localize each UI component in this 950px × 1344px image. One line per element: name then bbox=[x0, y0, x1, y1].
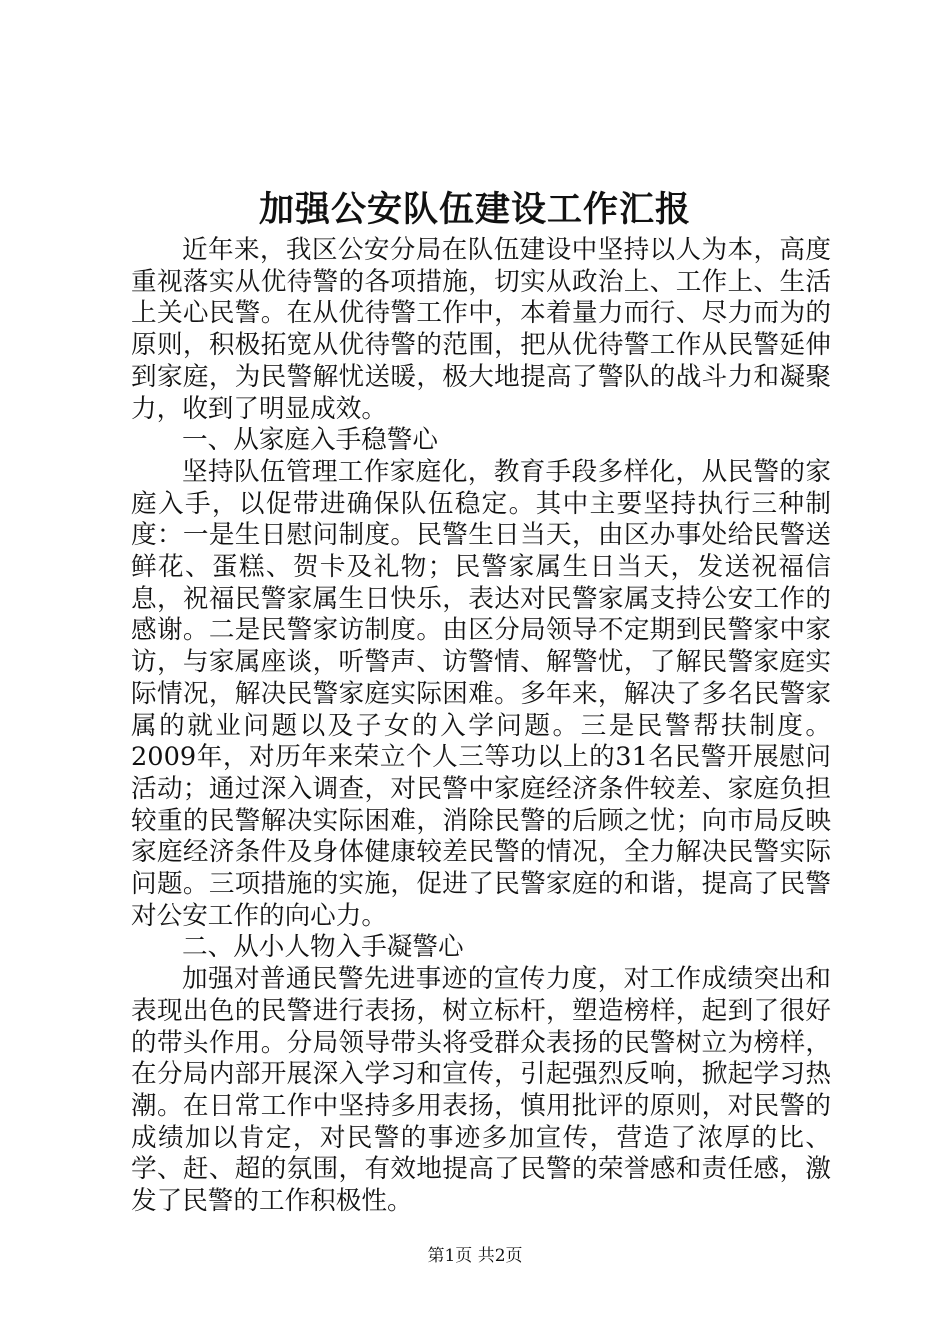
section-2-paragraph: 加强对普通民警先进事迹的宣传力度，对工作成绩突出和表现出色的民警进行表扬，树立标杆，塑造榜样，起到了很好的带头作用。分局领导带头将受群众表扬的民警树立为榜样，在分局内部开展深入学习和宣传，引起强烈反响，掀起学习热潮。在日常工作中坚持多用表扬，慎用批评的原则，对民警的成绩加以肯定，对民警的事迹多加宣传，营造了浓厚的比、学、赶、超的氛围，有效地提高了民警的荣誉感和责任感，激发了民警的工作积极性。 bbox=[131, 964, 831, 1217]
document-title: 加强公安队伍建设工作汇报 bbox=[258, 189, 691, 230]
document-body bbox=[131, 235, 831, 1218]
section-1-paragraph: 坚持队伍管理工作家庭化，教育手段多样化，从民警的家庭入手，以促带进确保队伍稳定。其中主要坚持执行三种制度：一是生日慰问制度。民警生日当天，由区办事处给民警送鲜花、蛋糕、贺卡及礼物；民警家属生日当天，发送祝福信息，祝福民警家属生日快乐，表达对民警家属支持公安工作的感谢。二是民警家访制度。由区分局领导不定期到民警家中家访，与家属座谈，听警声、访警情、解警忧，了解民警家庭实际情况，解决民警家庭实际困难。多年来，解决了多名民警家属的就业问题以及子女的入学问题。三是民警帮扶制度。2009年，对历年来荣立个人三等功以上的31名民警开展慰问活动；通过深入调查，对民警中家庭经济条件较差、家庭负担较重的民警解决实际困难，消除民警的后顾之忧；向市局反映家庭经济条件及身体健康较差民警的情况，全力解决民警实际问题。三项措施的实施，促进了民警家庭的和谐，提高了民警对公安工作的向心力。 bbox=[131, 456, 831, 931]
intro-paragraph: 近年来，我区公安分局在队伍建设中坚持以人为本，高度重视落实从优待警的各项措施，切实从政治上、工作上、生活上关心民警。在从优待警工作中，本着量力而行、尽力而为的原则，积极拓宽从优待警的范围，把从优待警工作从民警延伸到家庭，为民警解忧送暖，极大地提高了警队的战斗力和凝聚力，收到了明显成效。 bbox=[131, 235, 831, 424]
page-number-footer: 第1页 共2页 bbox=[427, 1246, 523, 1266]
section-heading-1: 一、从家庭入手稳警心 bbox=[182, 425, 438, 456]
section-heading-2: 二、从小人物入手凝警心 bbox=[182, 932, 464, 963]
